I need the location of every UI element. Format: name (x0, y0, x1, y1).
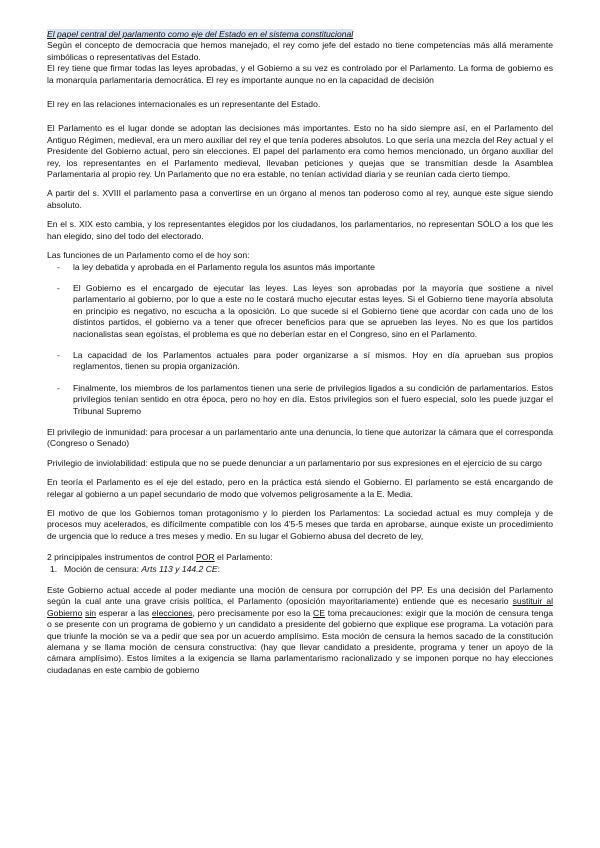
paragraph-19th-century: En el s. XIX esto cambia, y los representantes elegidos por los ciudadanos, los parlamentarios, no representan SÓLO a los que les han elegido, sino del todo del electorado. (47, 219, 553, 241)
document-title: El papel central del parlamento como eje del Estado en el sistema constitucional (47, 29, 354, 39)
functions-list (47, 262, 553, 417)
controls-intro (47, 552, 553, 563)
list-item: - la ley debatida y aprobada en el Parlamento regula los asuntos más importante (47, 262, 553, 273)
paragraph-inviolability: Privilegio de inviolabilidad: estipula que no se puede denunciar a un parlamentario por sus expresiones en el ejercicio de su cargo (47, 457, 542, 468)
motion-colon: : (217, 563, 221, 574)
paragraph-king-signs-laws: El rey tiene que firmar todas las leyes aprobadas, y el Gobierno a su vez es controlado por el Parlamento. La forma de gobierno es la monarquía parlamentaria democrática. El rey es importante aunque no en la capacidad de decisión (47, 63, 553, 85)
paragraph-king-powers: Según el concepto de democracia que hemos manejado, el rey como jefe del estado no tiene competencias más allá meramente simbólicas o representativas del Estado. (47, 40, 553, 62)
paragraph-king-international: El rey en las relaciones internacionales es un representante del Estado. (47, 99, 321, 110)
paragraph-censure-motion (47, 585, 553, 676)
censure-underline-2: sin (85, 607, 97, 618)
censure-text-5: toma precauciones: exigir que la moción de censura tenga o se presente con un programa de gobierno y un candidato a presidente del gobierno que explique ese programa. La votación para que triunfe la moción se va a pedir que sea por un acuerdo amplísimo. Esta moción de censura la hemos sacado de la constitución alemana y se llama moción de censura constructiva: (hay que llevar candidato a presidente, programa y tener un apoyo de la cámara amplísimo). Estos límites a la exigencia se llama parlamentarismo racionalizado y se imponen porque no hay elecciones ciudadanas en este cambio de gobierno (47, 607, 554, 675)
list-number: 1. (50, 563, 58, 574)
controls-list (47, 564, 553, 575)
controls-intro-end: el Parlamento: (214, 552, 273, 563)
controls-intro-text: 2 principipales instrumentos de control (47, 552, 197, 563)
motion-articles: Arts 113 y 144.2 CE (141, 563, 218, 574)
list-item: - La capacidad de los Parlamentos actuales para poder organizarse a sí mismos. Hoy en día aprueban sus propios reglamentos, tienen su propia organización. (47, 350, 553, 373)
title-line (47, 29, 553, 40)
paragraph-18th-century: A partir del s. XVIII el parlamento pasa a convertirse en un órgano al menos tan poderoso como al rey, aunque este sigue siendo absoluto. (47, 188, 553, 210)
paragraph-parliament-axis: En teoría el Parlamento es el eje del estado, pero en la práctica está siendo el Gobierno. El parlamento se está encargando de relegar al gobierno a un papel secundario de modo que volvemos peligrosamente a la E. Media. (47, 477, 553, 499)
list-item: - El Gobierno es el encargado de ejecutar las leyes. Las leyes son aprobadas por la mayoría que sostiene a nivel parlamentario al gobierno, por lo que a este no le costará mucho ejecutar estas leyes. Si el Gobierno tiene mayoría absoluta en principio es negativo, no escucha a la oposición. Lo que sucede si el Gobierno tiene que acordar con cada uno de los distintos partidos, el gobierno va a tener que ofrecer beneficios para que se aprueben las leyes. No es que los partidos nacionalistas sean egoístas, el problema es que no deberían estar en el Congreso, sino en el Parlamento. (47, 283, 553, 340)
list-item (47, 564, 553, 575)
censure-underline-1: sustituir al Gobierno (47, 596, 554, 618)
paragraph-immunity: El privilegio de inmunidad: para procesar a un parlamentario ante una denuncia, lo tiene que autorizar la cámara que el corresponda (Congreso o Senado) (47, 426, 553, 449)
functions-intro: Las funciones de un Parlamento como el de hoy son: (47, 250, 250, 261)
censure-text-1: Este Gobierno actual accede al poder mediante una moción de censura por corrupción del PP. Es una decisión del Parlamento según la cual ante una grave crisis política, el Parlamento (oposición mayoritariamente) entiende que es necesario (47, 585, 553, 607)
paragraph-parliament-history: El Parlamento es el lugar donde se adoptan las decisiones más importantes. Esto no ha sido siempre así, en el Parlamento del Antiguo Régimen, medieval, era un mero auxiliar del rey el que tenía poderes absolutos. Lo que sería una mezcla del Rey actual y el Presidente del Gobierno actual, pero sin elecciones. El papel del parlamento era como hemos mencionado, un órgano auxiliar del rey, los representantes en el Parlamento medieval, llevaban peticiones y quejas que se transmitían desde la Asamblea Parlamentaria al propio rey. Un Parlamento que no era estable, no tenían actividad diaria y se reunían cada cierto tiempo. (47, 123, 553, 180)
motion-label: Moción de censura: (64, 563, 142, 574)
censure-underline-3: elecciones (151, 607, 193, 618)
censure-text-4: , pero precisamente por eso la (192, 607, 314, 618)
list-item: - Finalmente, los miembros de los parlamentos tienen una serie de privilegios ligados a su condición de parlamentarios. Estos privilegios tenían sentido en otra época, pero no hoy en día. Estos privilegios son el fuero especial, solo les puede juzgar el Tribunal Supremo (47, 383, 553, 417)
controls-intro-underlined: POR (196, 552, 215, 563)
paragraph-government-protagonism: El motivo de que los Gobiernos toman protagonismo y lo pierden los Parlamentos: La sociedad actual es muy compleja y de procesos muy acelerados, es difícilmente compatible con los 4'5-5 meses que tarda en aprobarse, aunque existe un procedimiento de urgencia que lo reduce a tres meses y medio. En su lugar el Gobierno abusa del decreto de ley, (47, 508, 553, 541)
censure-underline-4: CE (313, 607, 325, 618)
censure-text-3: esperar a las (96, 607, 152, 618)
